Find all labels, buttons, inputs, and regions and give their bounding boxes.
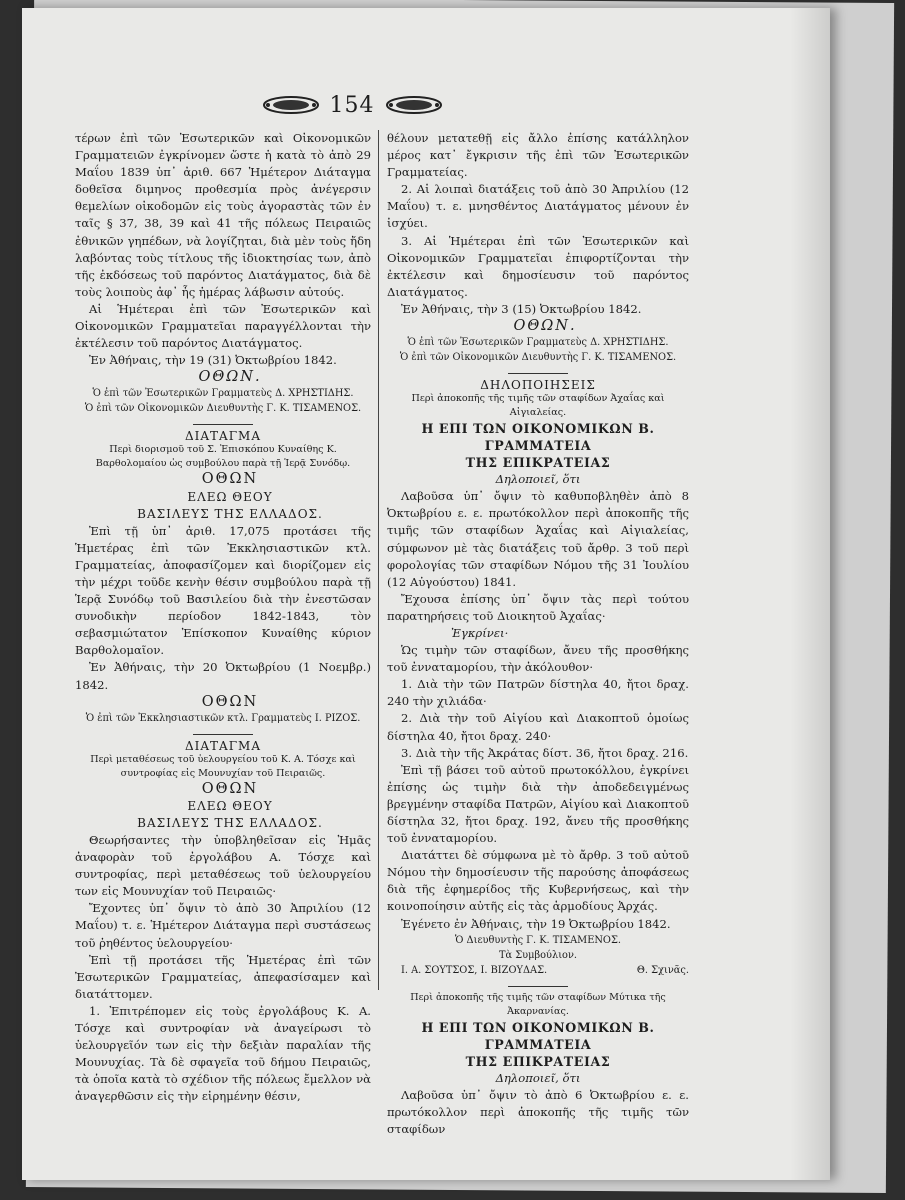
council-names: Ι. Α. ΣΟΥΤΣΟΣ, Ι. ΒΙΖΟΥΔΑΣ. xyxy=(401,964,548,976)
decree-date: Ἐν Ἀθήναις, τὴν 20 Ὀκτωβρίου (1 Νοεμβρ.) 1842. xyxy=(75,660,371,692)
separator-rule xyxy=(193,734,253,735)
council-secretary: Θ. Σχινᾶς. xyxy=(636,964,689,976)
document-page xyxy=(22,8,830,1180)
paragraph: 1. Ἐπιτρέπομεν εἰς τοὺς ἐργολάβους Κ. Α. Τόσχε καὶ συντροφίαν νὰ ἀναγείρωσι τὸ ὑελουργεῖόν των εἰς τὴν δεξιὰν παραλίαν τῆς Μουνυχίας. Τὰ δὲ σφαγεῖα τοῦ δήμου Πειραιῶς, τὰ ὁποῖα κατὰ τὸ σχέδιον τῆς πόλεως ἔμελλον νὰ ἀναγερθῶσιν εἰς τὴν εἰρημένην θέσιν, xyxy=(75,1003,371,1104)
office-title: Η ΕΠΙ ΤΩΝ ΟΙΚΟΝΟΜΙΚΩΝ Β. ΓΡΑΜΜΑΤΕΙΑ xyxy=(421,421,655,454)
separator-rule xyxy=(508,986,568,987)
grace-of-god: ΕΛΕΩ ΘΕΟΥ xyxy=(187,489,273,504)
column-divider xyxy=(378,130,379,990)
paragraph: Ἐπὶ τῇ προτάσει τῆς Ἡμετέρας ἐπὶ τῶν Ἐσωτερικῶν Γραμματείας, ἀπεφασίσαμεν καὶ διατάττομεν. xyxy=(75,952,371,1001)
paragraph: Ἐπὶ τῇ βάσει τοῦ αὐτοῦ πρωτοκόλλου, ἐγκρίνει ἐπίσης ὡς τιμὴν διὰ τὴν ἀποδεδειγμένως βρεγμένην σταφίδα Πατρῶν, Αἰγίου καὶ Διακοπτοῦ δίστηλα 32, ἤτοι δραχ. 192, ἄνευ τῆς προσθήκης τοῦ ἐνναταμορίου. xyxy=(387,762,689,846)
paragraph: Λαβοῦσα ὑπ᾿ ὄψιν τὸ ἀπὸ 6 Ὀκτωβρίου ε. ε. πρωτόκολλον περὶ ἀποκοπῆς τῆς τιμῆς τῶν σταφίδων xyxy=(387,1087,689,1136)
paragraph: θέλουν μετατεθῇ εἰς ἄλλο ἐπίσης κατάλληλον μέρος κατ᾿ ἔγκρισιν τῆς ἐπὶ τῶν Ἐσωτερικῶν Γραμματείας. xyxy=(387,131,689,180)
paragraph: Διατάττει δὲ σύμφωνα μὲ τὸ ἄρθρ. 3 τοῦ αὐτοῦ Νόμου τὴν δημοσίευσιν τῆς παρούσης ἀποφάσεως διὰ τῆς ἐφημερίδος τῆς Κυβερνήσεως, καὶ τὴν κοινοποίησιν αὐτῆς εἰς τὰς ἁρμοδίους Ἀρχάς. xyxy=(387,848,689,914)
paragraph: Ὡς τιμὴν τῶν σταφίδων, ἄνευ τῆς προσθήκης τοῦ ἐνναταμορίου, τὴν ἀκόλουθον· xyxy=(387,643,689,675)
paragraph: Λαβοῦσα ὑπ᾿ ὄψιν τὸ καθυποβληθὲν ἀπὸ 8 Ὀκτωβρίου ε. ε. πρωτόκολλον περὶ ἀποκοπῆς τῆς τιμῆς τῶν σταφίδων Ἀχαΐας καὶ Αἰγιαλείας, σύμφωνον μὲ τὰς διατάξεις τοῦ ἄρθρ. 3 τοῦ περὶ φορολογίας τῶν σταφίδων Νόμου τῆς 31 Ἰουλίου (12 Αὐγούστου) 1841. xyxy=(387,489,689,589)
signatory: Ὁ ἐπὶ τῶν Ἐσωτερικῶν Γραμματεὺς Δ. ΧΡΗΣΤΙΔΗΣ. xyxy=(92,388,354,400)
page-header xyxy=(252,90,452,120)
decree-title: ΔΙΑΤΑΓΜΑ xyxy=(184,738,262,753)
king-signature: ΟΘΩΝ. xyxy=(513,318,577,335)
king-of-greece: ΒΑΣΙΛΕΥΣ ΤΗΣ ΕΛΛΑΔΟΣ. xyxy=(137,815,323,830)
signatory: Ὁ ἐπὶ τῶν Ἐσωτερικῶν Γραμματεὺς Δ. ΧΡΗΣΤΙΔΗΣ. xyxy=(407,337,669,349)
approves: Ἐγκρίνει· xyxy=(451,625,509,640)
signatory: Ὁ ἐπὶ τῶν Οἰκονομικῶν Διευθυντὴς Γ. Κ. ΤΙΣΑΜΕΝΟΣ. xyxy=(399,352,677,364)
page-edge-shadow xyxy=(790,8,830,1180)
grace-of-god: ΕΛΕΩ ΘΕΟΥ xyxy=(187,798,273,813)
paragraph: Αἱ Ἡμέτεραι ἐπὶ τῶν Ἐσωτερικῶν καὶ Οἰκονομικῶν Γραμματεῖαι παραγγέλλονται τὴν ἐκτέλεσιν τοῦ παρόντος Διατάγματος. xyxy=(75,301,371,351)
left-ornament-icon xyxy=(262,95,320,115)
separator-rule xyxy=(508,373,568,374)
signatory: Ὁ ἐπὶ τῶν Οἰκονομικῶν Διευθυντὴς Γ. Κ. ΤΙΣΑΜΕΝΟΣ. xyxy=(84,403,362,415)
council-label: Τὰ Συμβούλιον. xyxy=(498,949,578,961)
decree-subject: Περὶ διορισμοῦ τοῦ Σ. Ἐπισκόπου Κυναίθης Κ. Βαρθολομαίου ὡς συμβούλου παρὰ τῇ Ἱερᾷ Συνόδῳ. xyxy=(95,444,351,470)
king-signature: ΟΘΩΝ. xyxy=(198,369,262,386)
paragraph: Ἐπὶ τῇ ὑπ᾿ ἀριθ. 17,075 προτάσει τῆς Ἡμετέρας ἐπὶ τῶν Ἐκκλησιαστικῶν κτλ. Γραμματείας, ἀποφασίζομεν καὶ διορίζομεν εἰς τὴν μέχρι τοῦδε κενὴν θέσιν συμβούλου παρὰ τῇ Ἱερᾷ Συνόδῳ τοῦ Βασιλείου διὰ τὴν ἐνεστῶσαν συνοδικὴν περίοδον 1842-1843, τὸν σεβασμιώτατον Ἐπίσκοπον Κυναίθης κύριον Βαρθολομαῖον. xyxy=(75,523,371,658)
left-column xyxy=(75,130,371,1106)
signatory: Ὁ Διευθυντὴς Γ. Κ. ΤΙΣΑΜΕΝΟΣ. xyxy=(455,934,621,946)
right-ornament-icon xyxy=(385,95,443,115)
king-signature: ΟΘΩΝ xyxy=(201,693,259,710)
section-subject: Περὶ ἀποκοπῆς τῆς τιμῆς τῶν σταφίδων Μύτικα τῆς Ἀκαρνανίας. xyxy=(410,991,666,1017)
list-item: 1. Διὰ τὴν τῶν Πατρῶν δίστηλα 40, ἤτοι δραχ. 240 τὴν χιλιάδα· xyxy=(387,677,689,709)
office-title-line2: ΤΗΣ ΕΠΙΚΡΑΤΕΙΑΣ xyxy=(465,455,611,471)
declares: Δηλοποιεῖ, ὅτι xyxy=(495,1070,581,1085)
paragraph: Ἔχουσα ἐπίσης ὑπ᾿ ὄψιν τὰς περὶ τούτου παρατηρήσεις τοῦ Διοικητοῦ Ἀχαΐας· xyxy=(387,591,689,623)
paragraph: 2. Αἱ λοιπαὶ διατάξεις τοῦ ἀπὸ 30 Ἀπριλίου (12 Μαΐου) τ. ε. μνησθέντος Διατάγματος μένουν ἐν ἰσχύει. xyxy=(387,182,689,231)
paragraph: τέρων ἐπὶ τῶν Ἐσωτερικῶν καὶ Οἰκονομικῶν Γραμματειῶν ἐγκρίνομεν ὥστε ἡ κατὰ τὸ ἀπὸ 29 Μαΐου 1839 ὑπ᾿ ἀριθ. 667 Ἡμέτερον Διάταγμα δοθεῖσα διμηνος προθεσμία πρὸς ἀνέγερσιν θεμελίων οἰκοδομῶν εἰς τοὺς ἀγοραστὰς τῶν ἐν ταῖς § 37, 38, 39 καὶ 41 τῆς πόλεως Πειραιῶς ἐθνικῶν γηπέδων, νὰ λογίζηται, διὰ μὲν τοὺς ἤδη λαβόντας τοὺς τίτλους τῆς ἰδιοκτησίας των, ἀπὸ τῆς ἐκδόσεως τοῦ παρόντος Διατάγματος, διὰ δὲ τοὺς λοιποὺς ἀφ᾿ ἧς ἡμέρας λάβωσιν αὐτούς. xyxy=(75,131,371,299)
king-name: ΟΘΩΝ xyxy=(201,780,259,797)
paragraph: Θεωρήσαντες τὴν ὑποβληθεῖσαν εἰς Ἡμᾶς ἀναφορὰν τοῦ ἐργολάβου Α. Τόσχε καὶ συντροφίας, περὶ μεταθέσεως τοῦ ὑελουργείου των εἰς Μουνυχίαν τοῦ Πειραιῶς· xyxy=(75,833,371,899)
decree-subject: Περὶ μεταθέσεως τοῦ ὑελουργείου τοῦ Κ. Α. Τόσχε καὶ συντροφίας εἰς Μουνυχίαν τοῦ Πειραιῶς. xyxy=(90,753,356,779)
list-item: 3. Διὰ τὴν τῆς Ἀκράτας δίστ. 36, ἤτοι δραχ. 216. xyxy=(401,745,689,760)
section-subject: Περὶ ἀποκοπῆς τῆς τιμῆς τῶν σταφίδων Ἀχαΐας καὶ Αἰγιαλείας. xyxy=(411,393,665,419)
separator-rule xyxy=(193,424,253,425)
paragraph: 3. Αἱ Ἡμέτεραι ἐπὶ τῶν Ἐσωτερικῶν καὶ Οἰκονομικῶν Γραμματεῖαι ἐπιφορτίζονται τὴν ἐκτέλεσιν καὶ δημοσίευσιν τοῦ παρόντος Διατάγματος. xyxy=(387,233,689,299)
king-of-greece: ΒΑΣΙΛΕΥΣ ΤΗΣ ΕΛΛΑΔΟΣ. xyxy=(137,506,323,521)
decree-date: Ἐγένετο ἐν Ἀθήναις, τὴν 19 Ὀκτωβρίου 1842. xyxy=(401,916,671,931)
signatory: Ὁ ἐπὶ τῶν Ἐκκλησιαστικῶν κτλ. Γραμματεὺς Ι. ΡΙΖΟΣ. xyxy=(85,712,361,724)
list-item: 2. Διὰ τὴν τοῦ Αἰγίου καὶ Διακοπτοῦ ὁμοίως δίστηλα 40, ἤτοι δραχ. 240· xyxy=(387,711,689,743)
decree-date: Ἐν Ἀθήναις, τὴν 19 (31) Ὀκτωβρίου 1842. xyxy=(89,353,337,368)
decree-title: ΔΙΑΤΑΓΜΑ xyxy=(184,429,262,444)
page-number: 154 xyxy=(329,92,375,118)
paragraph: Ἔχοντες ὑπ᾿ ὄψιν τὸ ἀπὸ 30 Ἀπριλίου (12 Μαΐου) τ. ε. Ἡμέτερον Διάταγμα περὶ συστάσεως τοῦ ῥηθέντος ὑελουργείου· xyxy=(75,901,371,950)
council-members xyxy=(387,963,689,978)
decree-date: Ἐν Ἀθήναις, τὴν 3 (15) Ὀκτωβρίου 1842. xyxy=(401,301,642,316)
declares: Δηλοποιεῖ, ὅτι xyxy=(495,472,581,487)
office-title: Η ΕΠΙ ΤΩΝ ΟΙΚΟΝΟΜΙΚΩΝ Β. ΓΡΑΜΜΑΤΕΙΑ xyxy=(421,1019,655,1052)
king-name: ΟΘΩΝ xyxy=(201,471,259,488)
office-title-line2: ΤΗΣ ΕΠΙΚΡΑΤΕΙΑΣ xyxy=(465,1053,611,1069)
right-column xyxy=(387,130,689,1138)
section-title: ΔΗΛΟΠΟΙΗΣΕΙΣ xyxy=(480,378,596,393)
